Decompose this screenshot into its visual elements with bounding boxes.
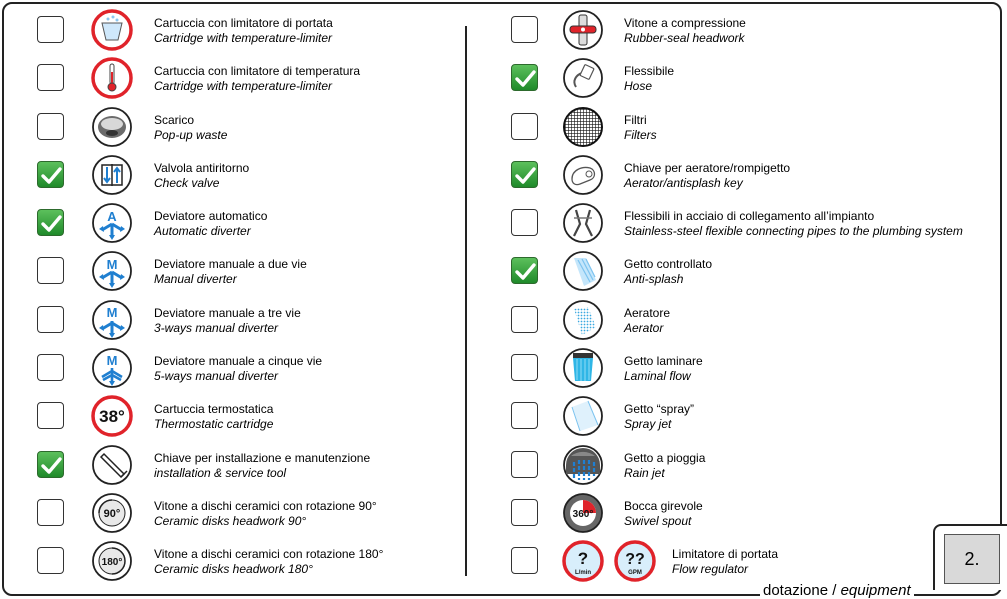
automatic-diverter-icon: [91, 202, 133, 244]
three-way-diverter-icon: [91, 299, 133, 341]
list-item: [0, 199, 465, 247]
list-item: [0, 151, 465, 199]
footer-label: [760, 583, 914, 599]
list-item: [0, 103, 465, 151]
checkbox[interactable]: [37, 161, 64, 188]
list-item: [0, 344, 465, 392]
item-label-en: Automatic diverter: [154, 224, 251, 239]
list-item: [480, 489, 1007, 537]
rotation-value: 90°: [103, 507, 121, 520]
checkbox[interactable]: [511, 306, 538, 333]
item-label-it: Filtri: [624, 112, 647, 127]
checkbox[interactable]: [37, 547, 64, 574]
controlled-jet-icon: [562, 250, 604, 292]
item-label-it: Flessibili in acciaio di collegamento all’impianto: [624, 209, 875, 224]
item-label-en: Cartridge with temperature-limiter: [154, 31, 333, 45]
item-label-it: Cartuccia termostatica: [154, 402, 274, 417]
list-item: [0, 392, 465, 440]
checkbox[interactable]: [511, 499, 538, 526]
checkbox[interactable]: [37, 354, 64, 381]
item-label-it: Getto “spray”: [624, 402, 695, 417]
temp-value: 38°: [99, 407, 125, 427]
item-label-it: Deviatore manuale a cinque vie: [154, 354, 323, 369]
flow-unit: GPM: [628, 570, 642, 577]
item-label-it: Vitone a compressione: [624, 16, 746, 30]
list-item: [480, 103, 1007, 151]
list-item: [480, 537, 1007, 585]
ceramic-180-icon: [91, 540, 133, 582]
item-label-en: Pop-up waste: [154, 127, 228, 142]
list-item: [480, 6, 1007, 54]
item-label-it: Getto laminare: [624, 354, 703, 369]
steel-pipes-icon: [562, 202, 604, 244]
item-label-en: Filters: [624, 127, 657, 142]
checkbox[interactable]: [511, 402, 538, 429]
item-label-en: Ceramic disks headwork 180°: [154, 562, 313, 577]
item-label-en: 5-ways manual diverter: [154, 369, 279, 384]
checkbox[interactable]: [37, 113, 64, 140]
right-column: [480, 6, 1007, 586]
item-label-it: Deviatore automatico: [154, 209, 268, 224]
item-label-it: Cartuccia con limitatore di portata: [154, 16, 333, 30]
diverter-letter: M: [106, 304, 118, 320]
item-label-en: Aerator: [624, 320, 664, 335]
item-label-it: Chiave per installazione e manutenzione: [154, 450, 371, 465]
checkbox[interactable]: [511, 16, 538, 43]
item-label-en: Stainless-steel flexible connecting pipes to the plumbing system: [624, 224, 963, 239]
checkbox[interactable]: [37, 257, 64, 284]
column-divider: [465, 26, 467, 576]
item-label-en: Hose: [624, 79, 653, 94]
list-item: [0, 6, 465, 54]
item-label-it: Flessibile: [624, 64, 675, 79]
spray-jet-icon: [562, 395, 604, 437]
list-item: [0, 247, 465, 295]
list-item: [480, 151, 1007, 199]
diverter-letter: M: [106, 257, 118, 273]
list-item: [0, 489, 465, 537]
item-label-en: Rain jet: [624, 465, 665, 480]
page-number-box: [933, 524, 1007, 590]
flow-symbol: ?: [577, 549, 589, 569]
item-label-en: Cartridge with temperature-limiter: [154, 79, 333, 94]
item-label-it: Deviatore manuale a due vie: [154, 257, 307, 272]
checkbox[interactable]: [37, 499, 64, 526]
list-item: [0, 54, 465, 102]
list-item: [480, 392, 1007, 440]
item-label-it: Scarico: [154, 112, 195, 127]
checkbox[interactable]: [511, 209, 538, 236]
item-label-en: Check valve: [154, 175, 220, 190]
page-number: 2.: [944, 534, 1000, 584]
item-label-en: Ceramic disks headwork 90°: [154, 513, 307, 528]
manual-diverter-icon: [91, 250, 133, 292]
item-label-it: Getto a pioggia: [624, 450, 706, 465]
aerator-key-icon: [562, 154, 604, 196]
list-item: [480, 296, 1007, 344]
item-label-en: Rubber-seal headwork: [624, 31, 745, 45]
checkbox[interactable]: [511, 64, 538, 91]
checkbox[interactable]: [37, 209, 64, 236]
item-label-en: Manual diverter: [154, 272, 237, 287]
item-label-en: installation & service tool: [154, 465, 287, 480]
flow-limiter-cartridge-icon: [91, 9, 133, 51]
list-item: [480, 199, 1007, 247]
item-label-it: Valvola antiritorno: [154, 160, 250, 175]
aerator-icon: [562, 299, 604, 341]
item-label-it: Aeratore: [624, 305, 671, 320]
item-label-it: Cartuccia con limitatore di temperatura: [154, 64, 361, 79]
checkbox[interactable]: [37, 64, 64, 91]
item-label-it: Vitone a dischi ceramici con rotazione 180°: [154, 547, 384, 562]
check-valve-icon: [91, 154, 133, 196]
flow-unit: L/min: [575, 570, 591, 577]
list-item: [480, 247, 1007, 295]
checkbox[interactable]: [511, 257, 538, 284]
list-item: [0, 537, 465, 585]
thermostatic-38-icon: [91, 395, 133, 437]
rotation-value: 180°: [101, 557, 123, 569]
item-label-en: 3-ways manual diverter: [154, 320, 279, 335]
item-label-en: Spray jet: [624, 417, 672, 432]
five-way-diverter-icon: [91, 347, 133, 389]
checkbox[interactable]: [511, 161, 538, 188]
flow-regulator-lmin-icon: [562, 540, 604, 582]
checkbox[interactable]: [37, 16, 64, 43]
rotation-value: 360°: [572, 508, 594, 520]
thermometer-icon: [91, 57, 133, 99]
ceramic-90-icon: [91, 492, 133, 534]
item-label-it: Limitatore di portata: [672, 547, 779, 562]
checkbox[interactable]: [511, 451, 538, 478]
hose-icon: [562, 57, 604, 99]
pop-up-waste-icon: [91, 106, 133, 148]
list-item: [0, 296, 465, 344]
item-label-it: Getto controllato: [624, 257, 713, 272]
checkbox[interactable]: [37, 306, 64, 333]
item-label-en: Laminal flow: [624, 369, 691, 384]
footer-label-it: dotazione /: [763, 582, 841, 599]
checkbox[interactable]: [37, 402, 64, 429]
filter-mesh-icon: [562, 106, 604, 148]
checkbox[interactable]: [511, 113, 538, 140]
item-label-en: Swivel spout: [624, 513, 692, 528]
diverter-letter: A: [107, 209, 117, 225]
swivel-spout-icon: [562, 492, 604, 534]
item-label-it: Vitone a dischi ceramici con rotazione 90°: [154, 498, 377, 513]
checkbox[interactable]: [511, 547, 538, 574]
allen-key-icon: [91, 444, 133, 486]
rubber-seal-headwork-icon: [562, 9, 604, 51]
list-item: [480, 441, 1007, 489]
checkbox[interactable]: [37, 451, 64, 478]
laminar-flow-icon: [562, 347, 604, 389]
flow-regulator-gpm-icon: [614, 540, 656, 582]
diverter-letter: M: [106, 353, 118, 369]
list-item: [480, 54, 1007, 102]
item-label-it: Chiave per aeratore/rompigetto: [624, 160, 791, 175]
item-label-it: Bocca girevole: [624, 498, 703, 513]
list-item: [480, 344, 1007, 392]
item-label-en: Anti-splash: [624, 272, 684, 287]
rain-jet-icon: [562, 444, 604, 486]
item-label-en: Aerator/antisplash key: [624, 175, 743, 190]
item-label-en: Thermostatic cartridge: [154, 417, 274, 432]
flow-symbol: ??: [625, 551, 645, 569]
item-label-en: Flow regulator: [672, 562, 749, 577]
checkbox[interactable]: [511, 354, 538, 381]
left-column: [0, 6, 465, 586]
list-item: [0, 441, 465, 489]
item-label-it: Deviatore manuale a tre vie: [154, 305, 301, 320]
footer-label-en: equipment: [840, 582, 911, 599]
